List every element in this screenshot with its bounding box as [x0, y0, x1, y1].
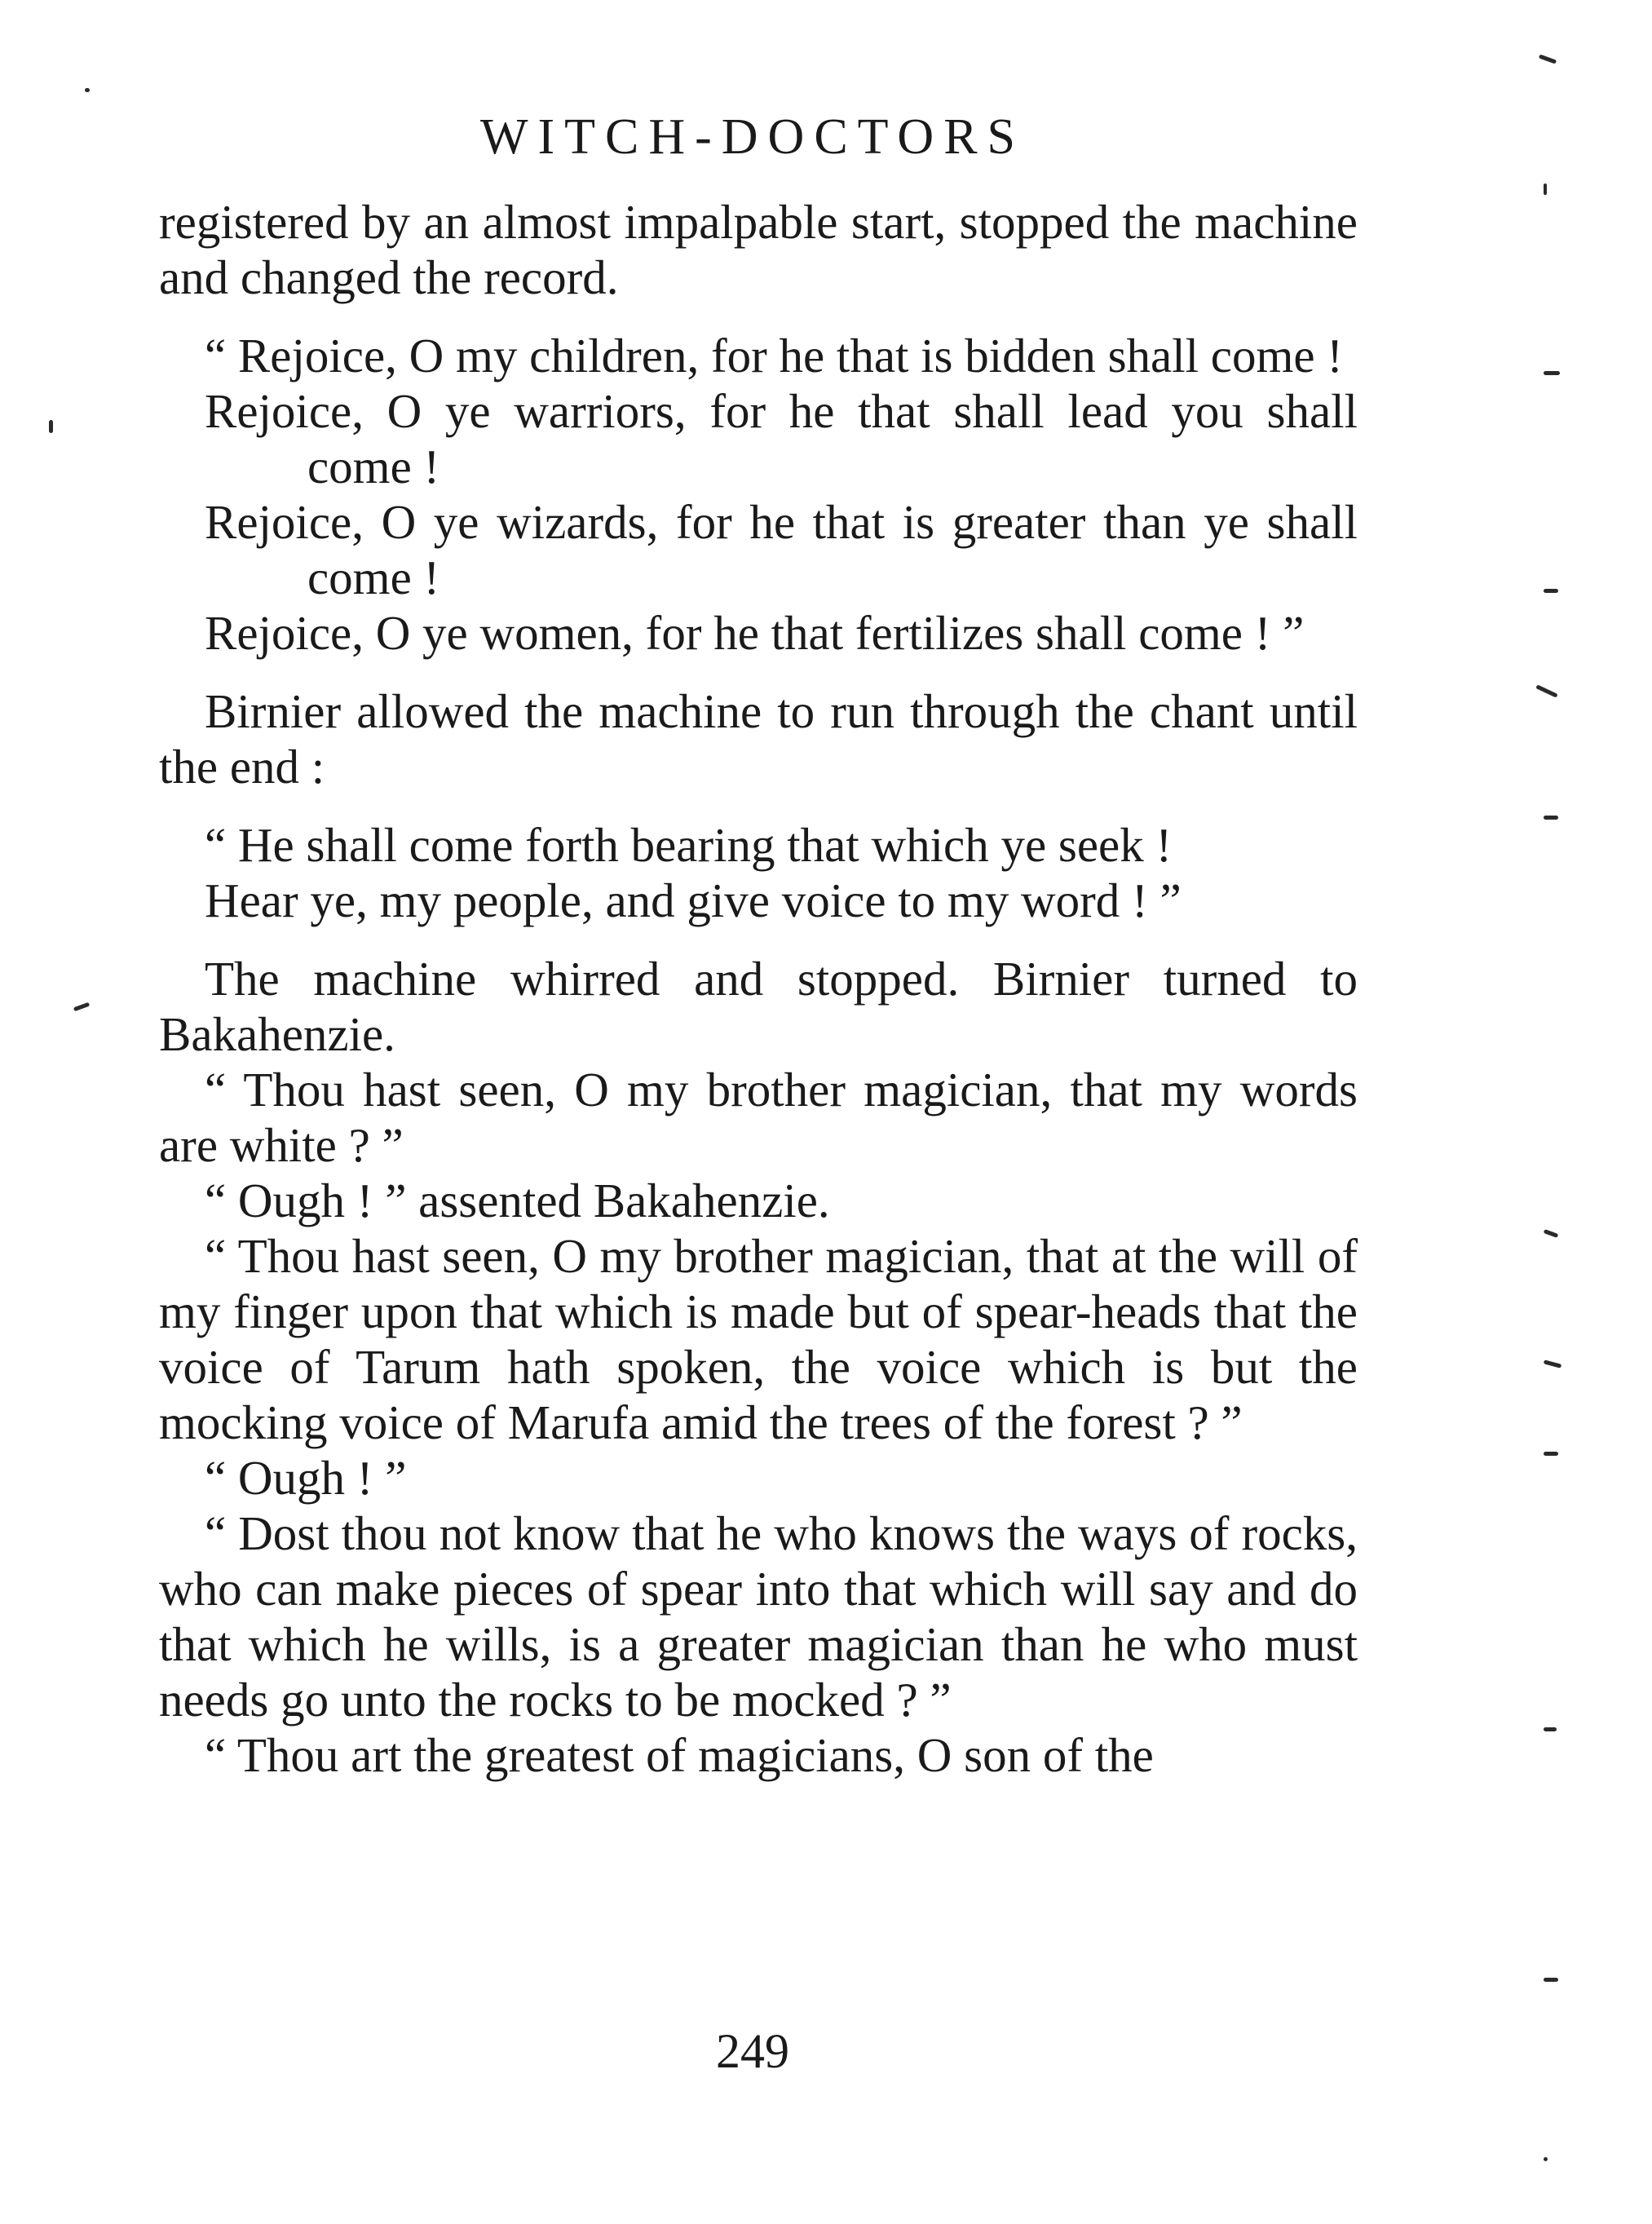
scan-speck — [1544, 183, 1547, 195]
paragraph: “ Thou hast seen, O my brother magician, that at the will of my finger upon that which is made but of spear-heads that the voice of Tarum hath spoken, the voice which is but the mocking voice of Marufa amid the trees of the forest ? ” — [159, 1229, 1358, 1449]
scan-speck — [1544, 1978, 1558, 1982]
verse-line: Hear ye, my people, and give voice to my word ! ” — [205, 873, 1182, 927]
paragraph: “ Dost thou not know that he who knows the ways of rocks, who can make pieces of spear into that which will say and do that which he wills, is a greater magician than he who must needs go unto the rocks to be mocked ? ” — [159, 1506, 1358, 1727]
paragraph: registered by an almost impalpable start, stopped the machine and changed the record. — [159, 195, 1358, 304]
verse-chant-ending — [159, 817, 1358, 928]
paragraph: “ Thou hast seen, O my brother magician, that my words are white ? ” — [159, 1063, 1358, 1172]
scan-speck — [1544, 1360, 1562, 1368]
verse-line: “ He shall come forth bearing that which ye seek ! — [205, 818, 1173, 872]
scan-speck — [1544, 2157, 1548, 2161]
paragraph: “ Ough ! ” — [205, 1451, 407, 1505]
page-number: 249 — [716, 2024, 789, 2078]
verse-line: Rejoice, O ye women, for he that fertilizes shall come ! ” — [205, 606, 1305, 660]
scan-speck — [1544, 816, 1558, 820]
paragraph: The machine whirred and stopped. Birnier turned to Bakahenzie. — [159, 952, 1358, 1061]
scan-speck — [85, 88, 90, 92]
body-text — [159, 194, 1358, 1783]
scan-speck — [1539, 54, 1557, 64]
scan-speck — [1544, 1452, 1558, 1456]
verse-line: Rejoice, O ye warriors, for he that shall lead you shall come ! — [205, 384, 1358, 493]
scan-speck — [49, 420, 53, 433]
scan-speck — [73, 1002, 91, 1012]
paragraph: Birnier allowed the machine to run through the chant until the end : — [159, 684, 1358, 794]
scan-speck — [1535, 684, 1557, 697]
scan-speck — [1544, 589, 1558, 593]
scan-speck — [1544, 1229, 1559, 1238]
paragraph: “ Ough ! ” assented Bakahenzie. — [205, 1174, 830, 1227]
paragraph: “ Thou art the greatest of magicians, O son of the — [205, 1728, 1154, 1782]
running-head-title: WITCH-DOCTORS — [479, 109, 1026, 165]
verse-line: Rejoice, O ye wizards, for he that is greater than ye shall come ! — [205, 495, 1358, 604]
verse-line: “ Rejoice, O my children, for he that is bidden shall come ! — [205, 329, 1343, 382]
verse-chant — [159, 328, 1358, 661]
scan-speck — [1544, 371, 1560, 375]
scan-speck — [1544, 1727, 1557, 1731]
